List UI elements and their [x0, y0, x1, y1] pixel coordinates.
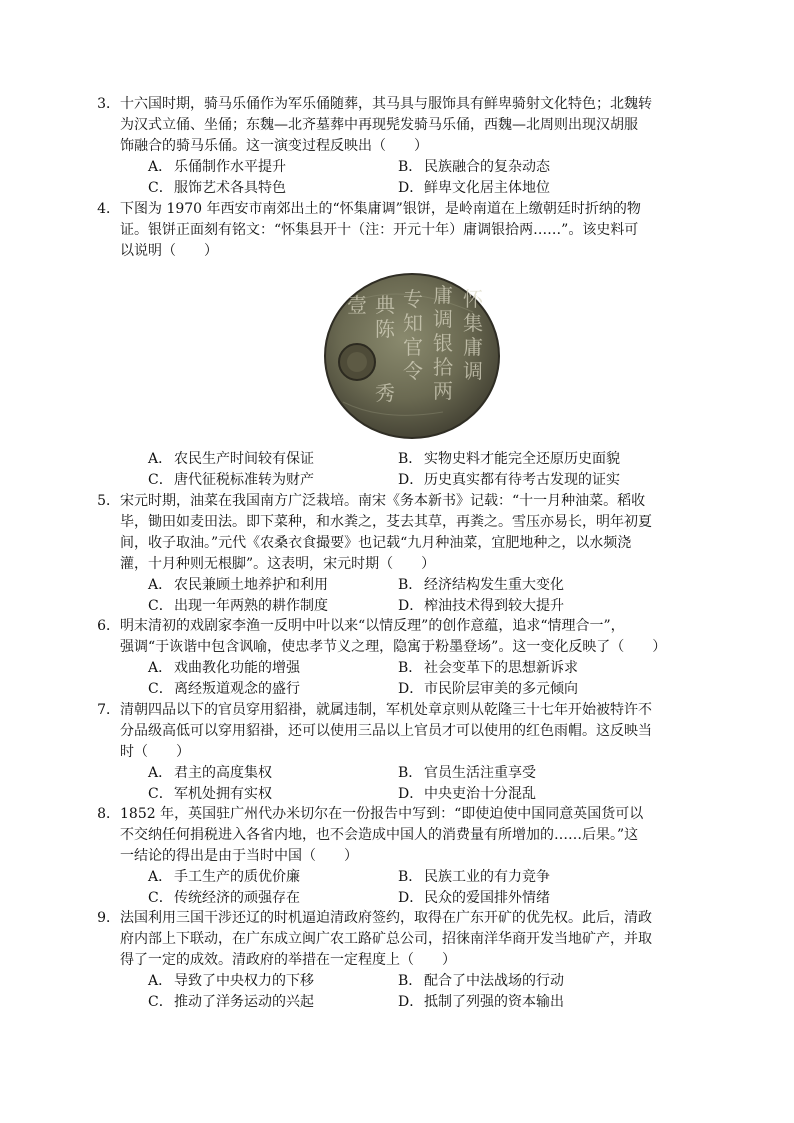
- options-row: [120, 658, 680, 679]
- options-row: [120, 992, 680, 1013]
- svg-text:陈: 陈: [375, 317, 395, 341]
- question-stem: [97, 94, 680, 157]
- option-b[interactable]: B． 民族工业的有力竞争: [398, 869, 550, 885]
- question-stem: [97, 700, 680, 763]
- question-4: [97, 199, 680, 262]
- options-row: [120, 763, 680, 784]
- svg-text:令: 令: [403, 359, 423, 383]
- options-row: [120, 596, 680, 617]
- options-row: [120, 470, 680, 491]
- stem-line: 时（ ）: [120, 744, 190, 760]
- option-d[interactable]: D．历史真实都有待考古发现的证实: [398, 472, 620, 488]
- option-d[interactable]: D．鲜卑文化居主体地位: [398, 180, 550, 196]
- option-a[interactable]: A． 农民生产时间较有保证: [148, 451, 314, 467]
- option-a[interactable]: A． 君主的高度集权: [148, 765, 272, 781]
- question-8: [97, 804, 680, 909]
- options-row: [120, 971, 680, 992]
- options-row: [120, 784, 680, 805]
- options-row: [120, 178, 680, 199]
- option-a[interactable]: A． 农民兼顾土地养护和利用: [148, 577, 328, 593]
- svg-text:调: 调: [433, 307, 453, 331]
- options-row: [120, 157, 680, 178]
- svg-text:壹: 壹: [347, 293, 367, 317]
- stem-line: 饰融合的骑马乐俑。这一演变过程反映出（ ）: [120, 138, 428, 154]
- option-b[interactable]: B． 配合了中法战场的行动: [398, 973, 564, 989]
- stem-line: 法国利用三国干涉还辽的时机逼迫清政府签约，取得在广东开矿的优先权。此后，清政: [120, 910, 652, 926]
- option-a[interactable]: A． 乐俑制作水平提升: [148, 159, 286, 175]
- stem-line: 清朝四品以下的官员穿用貂褂，就属违制，军机处章京则从乾隆三十七年开始被特许不: [120, 702, 652, 718]
- silver-cake-image: [323, 272, 501, 440]
- question-stem: [97, 804, 680, 867]
- svg-text:拾: 拾: [433, 355, 453, 379]
- svg-text:银: 银: [433, 331, 453, 355]
- question-number: 9．: [97, 910, 120, 926]
- question-stem: [97, 491, 680, 575]
- stem-line: 分品级高低可以穿用貂褂，还可以使用三品以上官员才可以使用的红色雨帽。这反映当: [120, 723, 652, 739]
- stem-line: 1852 年，英国驻广州代办米切尔在一份报告中写到：“即使迫使中国同意英国货可以: [120, 806, 644, 822]
- option-c[interactable]: C．唐代征税标准转为财产: [148, 472, 314, 488]
- svg-text:专: 专: [403, 287, 423, 311]
- options-row: [120, 449, 680, 470]
- svg-text:秀: 秀: [375, 381, 395, 405]
- option-b[interactable]: B． 官员生活注重享受: [398, 765, 536, 781]
- option-c[interactable]: C．离经叛道观念的盛行: [148, 681, 300, 697]
- question-6: [97, 616, 680, 700]
- option-c[interactable]: C．出现一年两熟的耕作制度: [148, 598, 328, 614]
- options-row: [120, 888, 680, 909]
- option-c[interactable]: C．传统经济的顽强存在: [148, 890, 300, 906]
- svg-text:庸: 庸: [463, 335, 483, 359]
- question-number: 8．: [97, 806, 120, 822]
- option-d[interactable]: D．民众的爱国排外情绪: [398, 890, 550, 906]
- silver-cake-photo: [323, 272, 501, 440]
- options-row: [120, 867, 680, 888]
- question-9: [97, 908, 680, 1013]
- options-row: [120, 679, 680, 700]
- question-stem: [97, 616, 680, 658]
- option-b[interactable]: B． 社会变革下的思想新诉求: [398, 660, 578, 676]
- stem-line: 十六国时期，骑马乐俑作为军乐俑随葬，其马具与服饰具有鲜卑骑射文化特色；北魏转: [120, 96, 652, 112]
- stem-line: 证。银饼正面刻有铭文：“怀集县开十（注：开元十年）庸调银拾两……”。该史料可: [120, 222, 639, 238]
- question-3: [97, 94, 680, 199]
- question-number: 6．: [97, 618, 120, 634]
- svg-text:两: 两: [433, 379, 453, 403]
- stem-line: 府内部上下联动，在广东成立闽广农工路矿总公司，招徕南洋华商开发当地矿产，并取: [120, 931, 652, 947]
- option-d[interactable]: D．榨油技术得到较大提升: [398, 598, 564, 614]
- option-c[interactable]: C．推动了洋务运动的兴起: [148, 994, 314, 1010]
- question-4-options: [120, 449, 680, 491]
- option-a[interactable]: A． 手工生产的质优价廉: [148, 869, 300, 885]
- question-number: 3．: [97, 96, 120, 112]
- question-number: 7．: [97, 702, 120, 718]
- option-b[interactable]: B． 经济结构发生重大变化: [398, 577, 564, 593]
- option-c[interactable]: C．服饰艺术各具特色: [148, 180, 286, 196]
- option-c[interactable]: C．军机处拥有实权: [148, 786, 272, 802]
- stem-line: 宋元时期，油菜在我国南方广泛栽培。南宋《务本新书》记载：“十一月种油菜。稻收: [120, 493, 646, 509]
- question-number: 4．: [97, 201, 120, 217]
- question-stem: [97, 199, 680, 262]
- question-5: [97, 491, 680, 617]
- svg-text:典: 典: [375, 293, 395, 317]
- question-number: 5．: [97, 493, 120, 509]
- option-a[interactable]: A． 戏曲教化功能的增强: [148, 660, 300, 676]
- stem-line: 明末清初的戏剧家李渔一反明中叶以来“以情反理”的创作意蕴，追求“情理合一”，: [120, 618, 625, 634]
- svg-text:庸: 庸: [433, 283, 453, 307]
- svg-text:官: 官: [403, 335, 423, 359]
- svg-text:知: 知: [403, 311, 423, 335]
- stem-line: 得了一定的成效。清政府的举措在一定程度上（ ）: [120, 952, 456, 968]
- option-d[interactable]: D．抵制了列强的资本输出: [398, 994, 564, 1010]
- stem-line: 强调“于诙谐中包含讽喻，使忠孝节义之理，隐寓于粉墨登场”。这一变化反映了（ ）: [120, 639, 667, 655]
- question-stem: [97, 908, 680, 971]
- svg-text:调: 调: [463, 359, 483, 383]
- svg-text:怀: 怀: [463, 287, 483, 311]
- option-a[interactable]: A． 导致了中央权力的下移: [148, 973, 314, 989]
- stem-line: 一结论的得出是由于当时中国（ ）: [120, 848, 358, 864]
- stem-line: 下图为 1970 年西安市南郊出土的“怀集庸调”银饼，是岭南道在上缴朝廷时折纳的物: [120, 201, 641, 217]
- stem-line: 间，收子取油。”元代《农桑衣食撮要》也记载“九月种油菜，宜肥地种之，以水频浇: [120, 535, 632, 551]
- option-d[interactable]: D．中央吏治十分混乱: [398, 786, 536, 802]
- option-b[interactable]: B． 民族融合的复杂动态: [398, 159, 550, 175]
- stem-line: 灌，十月种则无根脚”。这表明，宋元时期（ ）: [120, 556, 436, 572]
- option-b[interactable]: B． 实物史料才能完全还原历史面貌: [398, 451, 620, 467]
- options-row: [120, 575, 680, 596]
- stem-line: 不交纳任何捐税进入各省内地，也不会造成中国人的消费量有所增加的……后果。”这: [120, 827, 639, 843]
- question-7: [97, 700, 680, 805]
- stem-line: 毕，锄田如麦田法。即下菜种，和水粪之，芟去其草，再粪之。雪压亦易长，明年初夏: [120, 514, 652, 530]
- option-d[interactable]: D．市民阶层审美的多元倾向: [398, 681, 578, 697]
- stem-line: 以说明（ ）: [120, 243, 218, 259]
- svg-text:集: 集: [463, 311, 483, 335]
- stem-line: 为汉式立俑、坐俑；东魏—北齐墓葬中再现髡发骑马乐俑，西魏—北周则出现汉胡服: [120, 117, 638, 133]
